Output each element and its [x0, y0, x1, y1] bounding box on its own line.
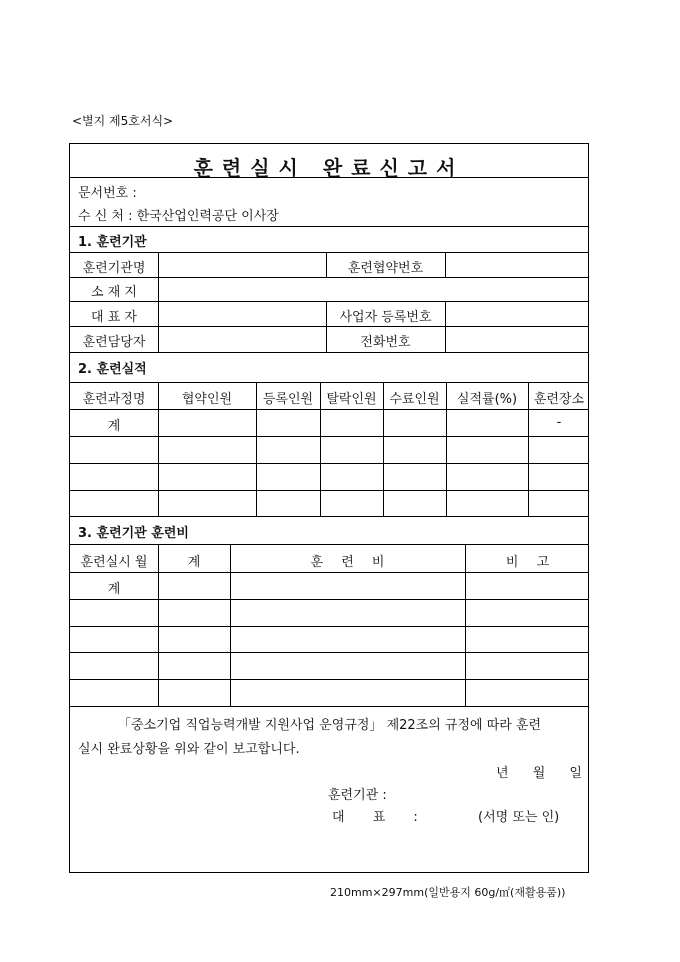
address-label: 소 재 지 [91, 285, 137, 300]
form-number-label: <별지 제5호서식> [72, 114, 174, 128]
section2-heading: 2. 훈련실적 [78, 362, 147, 377]
divider [70, 352, 588, 353]
divider [70, 679, 588, 680]
divider [70, 599, 588, 600]
divider [70, 436, 588, 437]
divider [70, 516, 588, 517]
statement-text: 「중소기업 직업능력개발 지원사업 운영규정」 제22조의 규정에 따라 훈련 [118, 718, 542, 733]
col-contracted: 협약인원 [181, 392, 233, 407]
col-remarks: 비 고 [505, 555, 550, 570]
section3-heading: 3. 훈련기관 훈련비 [78, 526, 189, 541]
divider [70, 409, 588, 410]
statement-text-2: 실시 완료상황을 위와 같이 보고합니다. [78, 742, 300, 757]
agreement-no-label: 훈련협약번호 [347, 261, 424, 276]
section1-heading: 1. 훈련기관 [78, 235, 147, 250]
doc-number-label: 문서번호 : [78, 186, 137, 201]
col-divider [445, 301, 446, 352]
col-month: 훈련실시 월 [80, 555, 148, 570]
divider [70, 706, 588, 707]
divider [70, 382, 588, 383]
report-form [69, 143, 589, 873]
total-label: 계 [107, 419, 121, 434]
col-divider [445, 252, 446, 277]
divider [70, 277, 588, 278]
col-registered: 등록인원 [262, 392, 314, 407]
col-divider [158, 252, 159, 352]
col-completed: 수료인원 [389, 392, 440, 407]
divider [70, 544, 588, 545]
total-place: - [556, 415, 562, 430]
divider [70, 490, 588, 491]
signature-hint: (서명 또는 인) [478, 810, 560, 825]
cost-total-label: 계 [107, 582, 121, 597]
divider [70, 226, 588, 227]
col-place: 훈련장소 [533, 392, 585, 407]
divider [70, 177, 588, 178]
divider [70, 652, 588, 653]
divider [70, 252, 588, 253]
col-sum: 계 [187, 555, 201, 570]
divider [70, 301, 588, 302]
representative-label: 대 표 자 [91, 310, 137, 325]
col-rate: 실적률(%) [456, 392, 518, 407]
paper-spec: 210mm×297mm(일반용지 60g/㎡(재활용품)) [330, 886, 566, 899]
form-title: 훈련실시 완료신고서 [193, 156, 465, 180]
date-line: 년 월 일 [496, 766, 582, 781]
signer-org-label: 훈련기관 : [328, 788, 387, 803]
phone-label: 전화번호 [360, 335, 411, 350]
business-no-label: 사업자 등록번호 [339, 310, 432, 325]
recipient-label: 수 신 처 : 한국산업인력공단 이사장 [78, 209, 279, 224]
divider [70, 463, 588, 464]
col-course-name: 훈련과정명 [82, 392, 146, 407]
col-dropped: 탈락인원 [326, 392, 377, 407]
divider [70, 326, 588, 327]
divider [70, 626, 588, 627]
signer-rep-label: 대 표 : [332, 810, 418, 825]
org-name-label: 훈련기관명 [82, 261, 146, 276]
manager-label: 훈련담당자 [82, 335, 146, 350]
divider [70, 572, 588, 573]
col-training-cost: 훈 련 비 [310, 555, 385, 570]
